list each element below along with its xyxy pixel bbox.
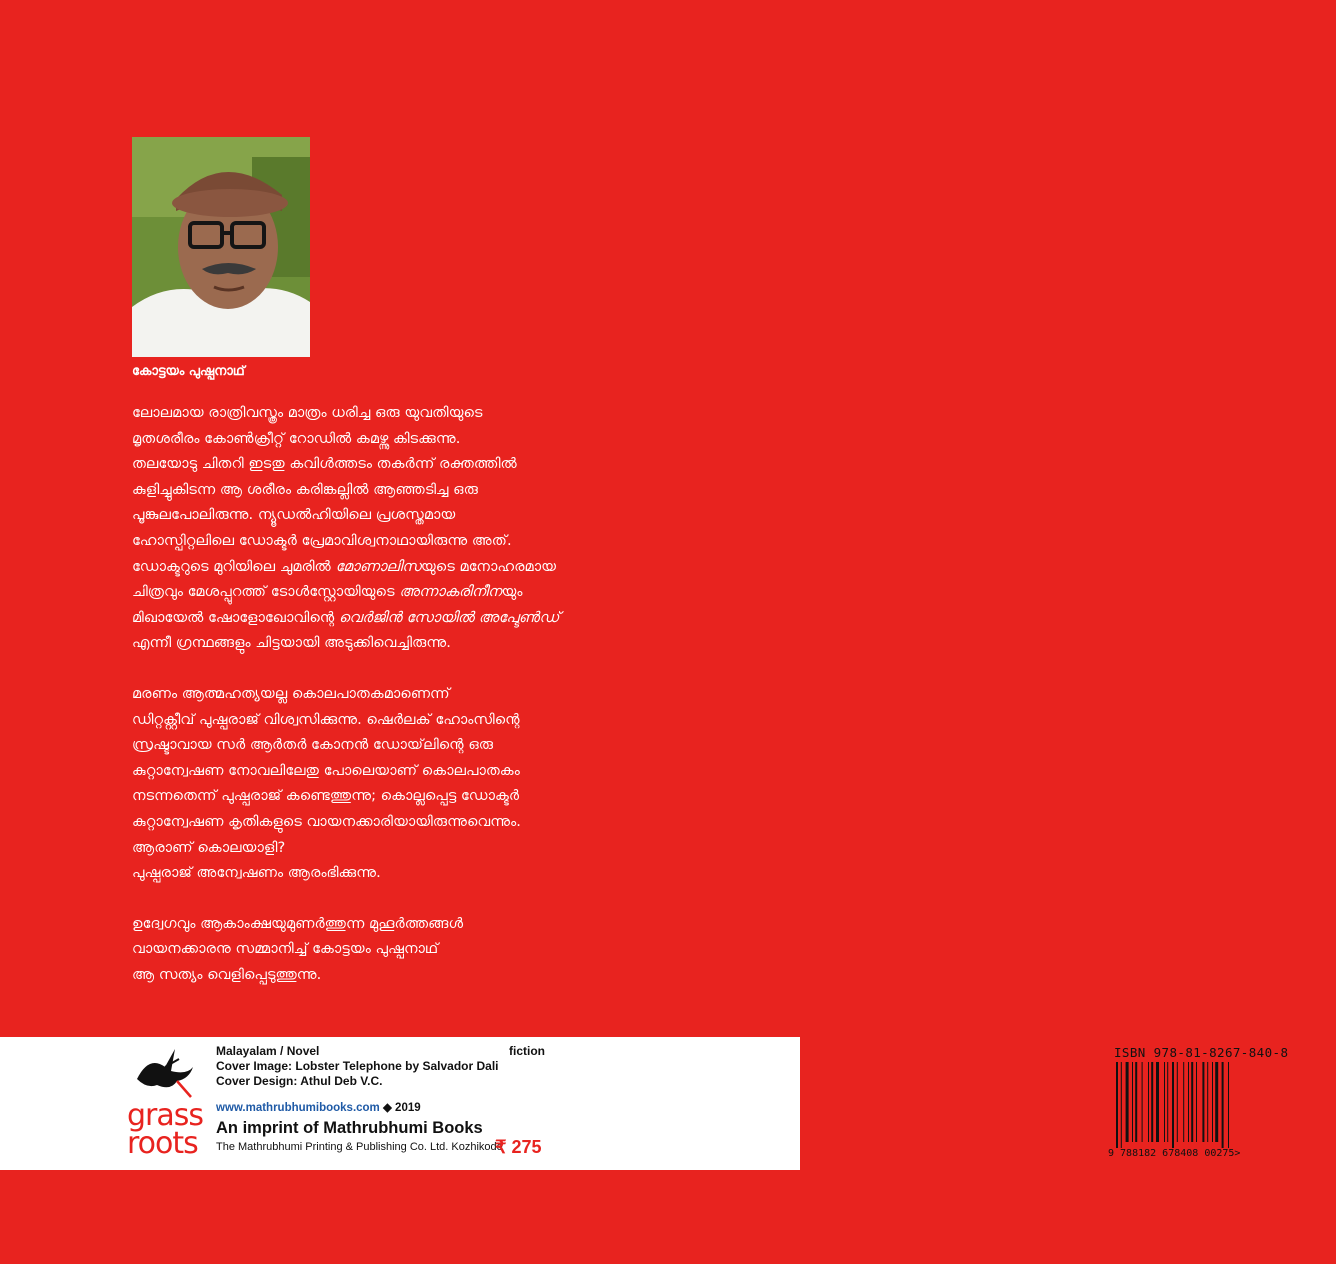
barcode-bar bbox=[1156, 1062, 1159, 1142]
barcode-graphic bbox=[1116, 1062, 1336, 1148]
blurb-line bbox=[132, 681, 792, 707]
blurb-line bbox=[132, 962, 792, 988]
blurb-text: നടന്നതെന്ന് പുഷ്പരാജ് കണ്ടെത്തുന്നു; കൊല്ലപ്പെട്ട ഡോക്ടർ bbox=[132, 787, 520, 805]
price-label: ₹ 275 bbox=[495, 1137, 542, 1157]
barcode-bar bbox=[1207, 1062, 1208, 1142]
hummingbird-icon bbox=[131, 1045, 197, 1099]
blurb-line bbox=[132, 809, 792, 835]
blurb-text: തലയോടു ചിതറി ഇടതു കവിൾത്തടം തകർന്ന് രക്തത്തിൽ bbox=[132, 455, 517, 473]
author-portrait-illustration bbox=[132, 137, 310, 357]
book-title-text: വെർജിൻ സോയിൽ അപ്ടേൺഡ് bbox=[338, 608, 560, 626]
cover-design-credit: Cover Design: Athul Deb V.C. bbox=[216, 1074, 383, 1088]
barcode-bar bbox=[1135, 1062, 1137, 1142]
blurb-line bbox=[132, 528, 792, 554]
imprint-title: An imprint of Mathrubhumi Books bbox=[216, 1119, 483, 1137]
publisher-strip bbox=[0, 1037, 1289, 1170]
barcode-bar bbox=[1132, 1062, 1133, 1142]
blurb-paragraph-1 bbox=[132, 400, 792, 656]
blurb-text: ആരാണ് കൊലയാളി? bbox=[132, 838, 286, 856]
category-text: Malayalam / Novel bbox=[216, 1044, 320, 1058]
blurb-line bbox=[132, 426, 792, 452]
publication-year: 2019 bbox=[395, 1102, 421, 1114]
blurb-text: പുഷ്പരാജ് അന്വേഷണം ആരംഭിക്കുന്നു. bbox=[132, 864, 381, 882]
book-title-text: മോണാലിസ bbox=[335, 557, 421, 575]
barcode-bar bbox=[1164, 1062, 1165, 1142]
blurb-line bbox=[132, 554, 792, 580]
cover-image-credit: Cover Image: Lobster Telephone by Salvador Dali bbox=[216, 1059, 499, 1073]
photo-caption: കോട്ടയം പുഷ്പനാഥ് bbox=[132, 364, 245, 379]
barcode-bar bbox=[1212, 1062, 1213, 1142]
blurb-text: കുറ്റാന്വേഷണ നോവലിലേതു പോലെയാണ് കൊലപാതകം bbox=[132, 761, 520, 779]
barcode-bar bbox=[1183, 1062, 1184, 1142]
barcode-bar bbox=[1148, 1062, 1149, 1142]
blurb-line bbox=[132, 630, 792, 656]
blurb-line bbox=[132, 400, 792, 426]
barcode-digits: 9 788182 678408 00275> bbox=[1108, 1148, 1241, 1159]
blurb-text: ലോലമായ രാത്രിവസ്ത്രം മാത്രം ധരിച്ച ഒരു യുവതിയുടെ bbox=[132, 404, 483, 421]
genre-label: fiction bbox=[509, 1044, 545, 1058]
barcode-bar bbox=[1121, 1062, 1122, 1148]
blurb-line bbox=[132, 732, 792, 758]
blurb-line bbox=[132, 911, 792, 937]
barcode-bar bbox=[1191, 1062, 1193, 1142]
isbn-text: ISBN 978-81-8267-840-8 bbox=[1114, 1045, 1289, 1060]
logo-word-grass: grass bbox=[127, 1098, 204, 1133]
blurb bbox=[132, 400, 792, 1012]
blurb-text: എന്നീ ഗ്രന്ഥങ്ങളും ചിട്ടയായി അടുക്കിവെച്ചിരുന്നു. bbox=[132, 634, 451, 652]
barcode-bar bbox=[1202, 1062, 1204, 1142]
blurb-paragraph-3 bbox=[132, 911, 792, 988]
blurb-line bbox=[132, 783, 792, 809]
barcode-panel bbox=[551, 1042, 1289, 1164]
blurb-text: ഡിറ്റക്റ്റീവ് പുഷ്പരാജ് വിശ്വസിക്കുന്നു. ഷെർലക് ഹോംസിന്റെ bbox=[132, 710, 520, 728]
grassroots-logo bbox=[127, 1045, 207, 1165]
barcode-bar bbox=[1142, 1062, 1143, 1142]
blurb-text: ഹോസ്പിറ്റലിലെ ഡോക്ടർ പ്രേമാവിശ്വനാഥായിരുന്നു അത്. bbox=[132, 531, 512, 549]
blurb-line bbox=[132, 451, 792, 477]
blurb-text: മിഖായേൽ ഷോളോഖോവിന്റെ bbox=[132, 608, 339, 626]
blurb-text: സ്രഷ്ടാവായ സർ ആർതർ കോനൻ ഡോയ്‌ലിന്റെ ഒരു bbox=[132, 736, 494, 754]
blurb-text: ഡോക്ടറുടെ മുറിയിലെ ചുമരിൽ bbox=[132, 557, 336, 575]
barcode-bar bbox=[1215, 1062, 1218, 1142]
website-line bbox=[216, 1100, 421, 1114]
blurb-line bbox=[132, 605, 792, 631]
barcode-bar bbox=[1222, 1062, 1224, 1148]
blurb-text: കുളിച്ചുകിടന്ന ആ ശരീരം കരിങ്കല്ലിൽ ആഞ്ഞടിച്ച ഒരു bbox=[132, 480, 478, 498]
diamond-bullet-icon: ◆ bbox=[382, 1102, 392, 1114]
blurb-text: യുടെ മനോഹരമായ bbox=[420, 557, 557, 575]
barcode-bar bbox=[1228, 1062, 1229, 1148]
barcode-bar bbox=[1196, 1062, 1197, 1142]
blurb-text: ആ സത്യം വെളിപ്പെടുത്തുന്നു. bbox=[132, 965, 322, 983]
blurb-text: പൂങ്കുലപോലിരുന്നു. ന്യൂഡൽഹിയിലെ പ്രശസ്തമായ bbox=[132, 506, 456, 524]
blurb-text: മൃതശരീരം കോൺക്രീറ്റ് റോഡിൽ കമഴ്ന്നു കിടക്കുന്നു. bbox=[132, 429, 461, 447]
barcode-bar bbox=[1167, 1062, 1168, 1142]
publisher-footer bbox=[0, 1037, 1289, 1264]
barcode-bar bbox=[1177, 1062, 1178, 1142]
barcode-bar bbox=[1126, 1062, 1129, 1142]
blurb-line bbox=[132, 835, 792, 861]
barcode-bar bbox=[1172, 1062, 1174, 1148]
barcode-bar bbox=[1116, 1062, 1118, 1148]
blurb-line bbox=[132, 502, 792, 528]
blurb-line bbox=[132, 758, 792, 784]
blurb-line bbox=[132, 936, 792, 962]
author-photo bbox=[132, 137, 310, 357]
book-credits bbox=[216, 1044, 499, 1089]
blurb-text: മരണം ആത്മഹത്യയല്ല കൊലപാതകമാണെന്ന് bbox=[132, 684, 450, 702]
logo-word-roots: roots bbox=[127, 1126, 198, 1161]
website-link[interactable]: www.mathrubhumibooks.com bbox=[216, 1102, 380, 1114]
blurb-paragraph-2 bbox=[132, 681, 792, 886]
book-title-text: അന്നാകരിനീന bbox=[399, 583, 502, 601]
blurb-text: യും bbox=[501, 583, 523, 601]
barcode-bar bbox=[1151, 1062, 1153, 1142]
blurb-text: ഉദ്വേഗവും ആകാംക്ഷയുമുണർത്തുന്ന മുഹൂർത്തങ്ങൾ bbox=[132, 914, 464, 932]
imprint-company: The Mathrubhumi Printing & Publishing Co. Ltd. Kozhikode bbox=[216, 1141, 503, 1153]
blurb-text: വായനക്കാരനു സമ്മാനിച്ച് കോട്ടയം പുഷ്പനാഥ് bbox=[132, 940, 439, 958]
blurb-line bbox=[132, 707, 792, 733]
blurb-line bbox=[132, 579, 792, 605]
blurb-text: ചിത്രവും മേശപ്പുറത്ത് ടോൾസ്റ്റോയിയുടെ bbox=[132, 583, 400, 601]
blurb-line bbox=[132, 860, 792, 886]
barcode-bar bbox=[1188, 1062, 1189, 1142]
blurb-text: കുറ്റാന്വേഷണ കൃതികളുടെ വായനക്കാരിയായിരുന്നുവെന്നും. bbox=[132, 812, 521, 830]
blurb-line bbox=[132, 477, 792, 503]
